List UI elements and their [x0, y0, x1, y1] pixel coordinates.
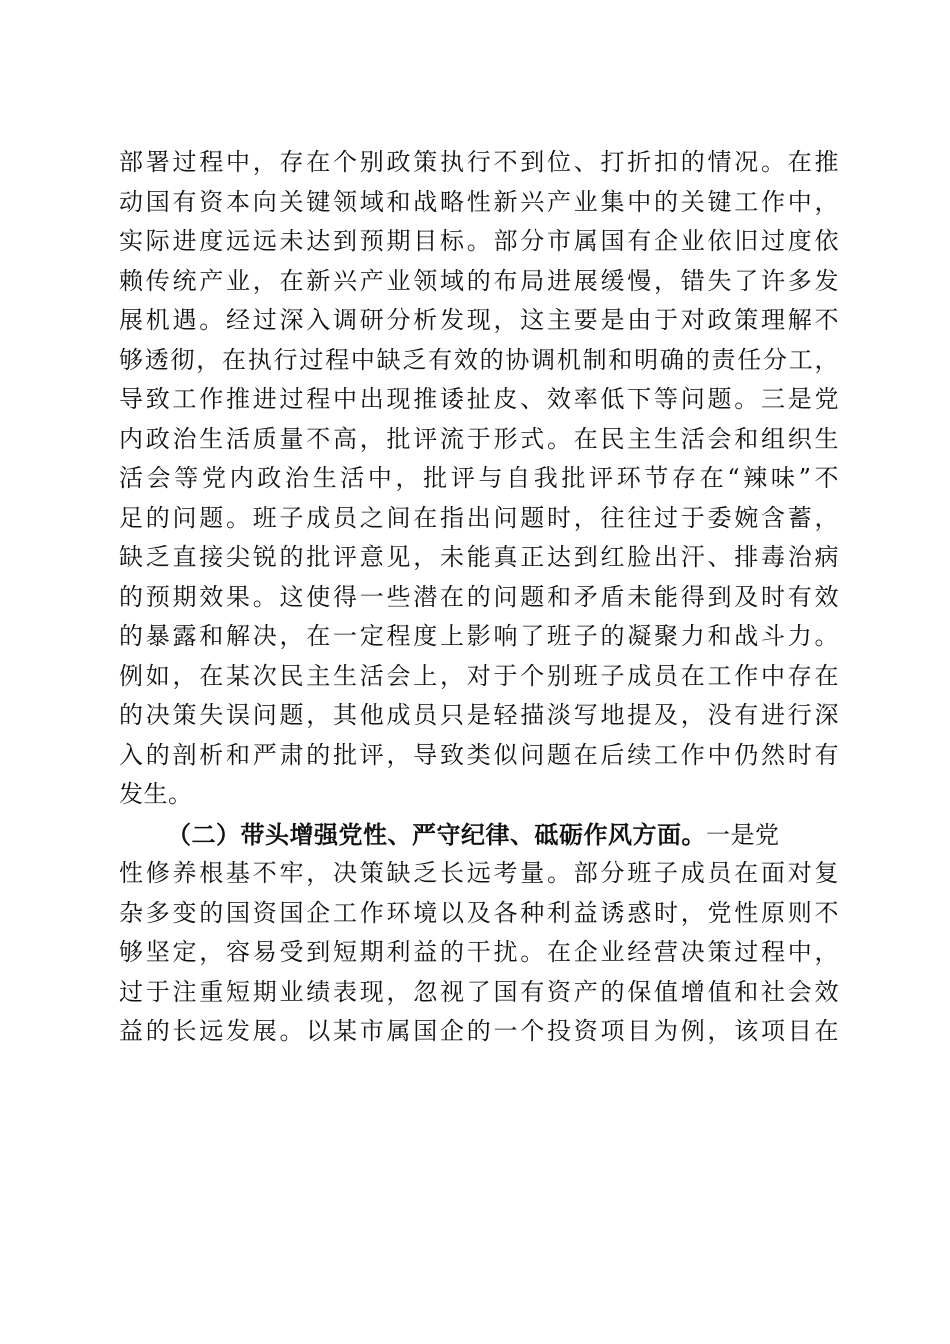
text-line: 赖传统产业，在新兴产业领域的布局进展缓慢，错失了许多发 [119, 266, 839, 295]
text-line: 实际进度远远未达到预期目标。部分市属国有企业依旧过度依 [119, 227, 839, 255]
text-line: 益的长远发展。以某市属国企的一个投资项目为例，该项目在 [119, 1017, 839, 1045]
section-heading: （二）带头增强党性、严守纪律、砥砺作风方面。 [167, 819, 706, 849]
text-line: 的决策失误问题，其他成员只是轻描淡写地提及，没有进行深 [119, 701, 839, 729]
text-line: 过于注重短期业绩表现，忽视了国有资产的保值增值和社会效 [119, 977, 839, 1006]
text-line: 例如，在某次民主生活会上，对于个别班子成员在工作中存在 [119, 661, 839, 690]
text-line: 内政治生活质量不高，批评流于形式。在民主生活会和组织生 [119, 424, 839, 453]
text-line: 部署过程中，存在个别政策执行不到位、打折扣的情况。在推 [119, 148, 839, 176]
text-line: 性修养根基不牢，决策缺乏长远考量。部分班子成员在面对复 [119, 859, 839, 887]
section-heading-line [119, 815, 839, 855]
text-line: 足的问题。班子成员之间在指出问题时，往往过于委婉含蓄， [119, 503, 839, 532]
text-line: 的暴露和解决，在一定程度上影响了班子的凝聚力和战斗力。 [119, 622, 839, 650]
text-line: 缺乏直接尖锐的批评意见，未能真正达到红脸出汗、排毒治病 [119, 543, 839, 571]
text-line: 入的剖析和严肃的批评，导致类似问题在后续工作中仍然时有 [119, 740, 839, 769]
text-line: 展机遇。经过深入调研分析发现，这主要是由于对政策理解不 [119, 306, 839, 334]
text-line: 发生。 [119, 780, 193, 808]
section-heading-rest: 一是党 [706, 820, 780, 849]
text-line: 活会等党内政治生活中，批评与自我批评环节存在“辣味”不 [119, 464, 839, 492]
text-line: 导致工作推进过程中出现推诿扯皮、效率低下等问题。三是党 [119, 385, 839, 413]
text-line: 够透彻，在执行过程中缺乏有效的协调机制和明确的责任分工， [119, 345, 839, 374]
body-text [119, 143, 839, 1052]
text-line: 的预期效果。这使得一些潜在的问题和矛盾未能得到及时有效 [119, 582, 839, 611]
text-line: 动国有资本向关键领域和战略性新兴产业集中的关键工作中， [119, 187, 839, 216]
text-line: 够坚定，容易受到短期利益的干扰。在企业经营决策过程中， [119, 938, 839, 966]
text-line: 杂多变的国资国企工作环境以及各种利益诱惑时，党性原则不 [119, 898, 839, 927]
